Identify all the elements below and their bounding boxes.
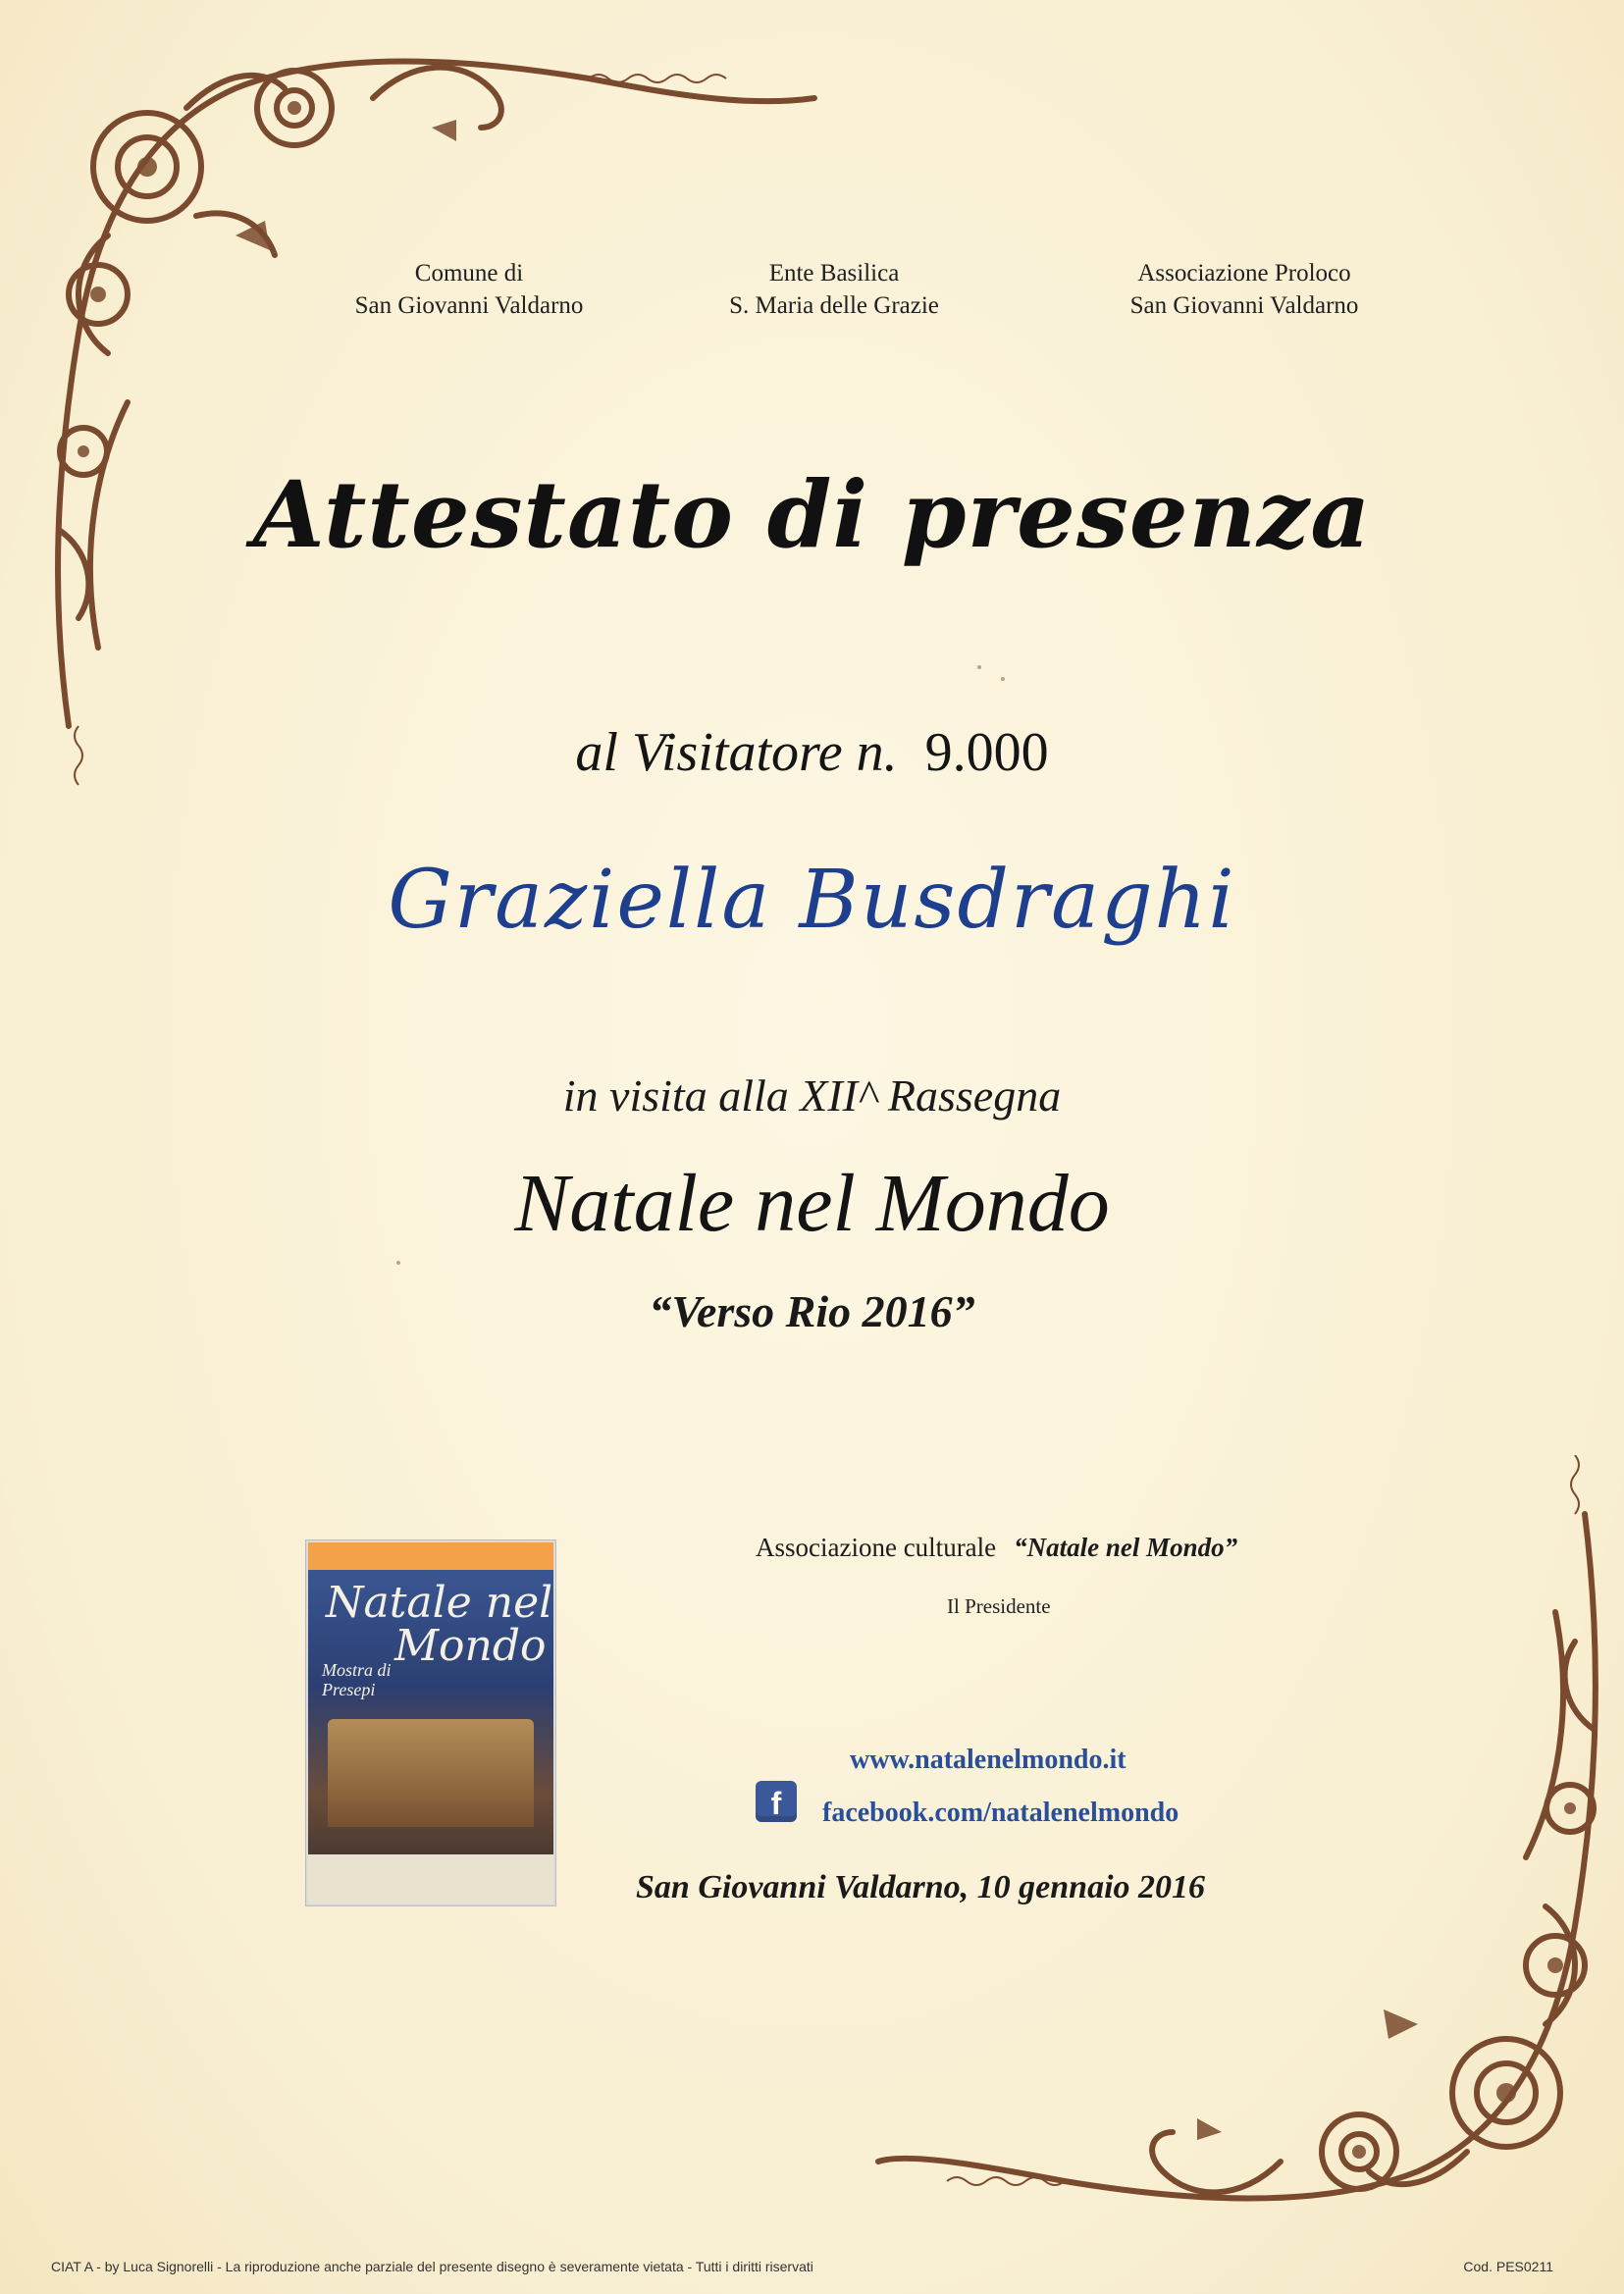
- association-name: “Natale nel Mondo”: [1014, 1533, 1238, 1562]
- event-subtitle: “Verso Rio 2016”: [649, 1286, 975, 1336]
- poster-subtitle: [322, 1660, 392, 1699]
- header-org-comune: [312, 257, 626, 322]
- org-line: S. Maria delle Grazie: [729, 292, 939, 319]
- poster-title-line: Mondo: [394, 1621, 547, 1671]
- certificate-title: Attestato di presenza: [252, 461, 1372, 569]
- visitor-line: [0, 721, 1624, 784]
- facebook-icon: f: [756, 1781, 797, 1822]
- header-org-basilica: [677, 257, 991, 322]
- place-and-date: San Giovanni Valdarno, 10 gennaio 2016: [636, 1869, 1206, 1905]
- website-link[interactable]: www.natalenelmondo.it: [850, 1745, 1126, 1775]
- org-line: San Giovanni Valdarno: [354, 292, 584, 319]
- facebook-link[interactable]: facebook.com/natalenelmondo: [822, 1798, 1179, 1828]
- poster-header-band: [308, 1542, 553, 1570]
- poster-title-line: Natale nel: [326, 1578, 553, 1628]
- association-line: [756, 1533, 1237, 1563]
- org-line: San Giovanni Valdarno: [1129, 292, 1359, 319]
- header-org-proloco: [1077, 257, 1411, 322]
- poster-footer-band: [308, 1854, 553, 1903]
- recipient-name: Graziella Busdraghi: [388, 854, 1236, 947]
- poster-church-illustration: [328, 1719, 534, 1827]
- visitor-number: 9.000: [924, 722, 1049, 783]
- ornament-top-left: [39, 39, 844, 795]
- org-line: Associazione Proloco: [1137, 260, 1351, 287]
- president-label: Il Presidente: [947, 1594, 1051, 1618]
- ornament-bottom-right: [868, 1455, 1614, 2220]
- visitor-label: al Visitatore n.: [575, 722, 898, 783]
- paper-speck: [1001, 677, 1005, 681]
- association-label: Associazione culturale: [756, 1533, 997, 1562]
- paper-speck: [977, 665, 981, 669]
- paper-speck: [396, 1261, 400, 1265]
- poster-subtitle-line: Mostra di: [322, 1660, 392, 1680]
- footer-code: Cod. PES0211: [1463, 2259, 1553, 2274]
- event-name: Natale nel Mondo: [514, 1158, 1110, 1249]
- footer-copyright: CIAT A - by Luca Signorelli - La riproduzione anche parziale del presente disegno è severamente vietata - Tutti i diritti riservati: [51, 2259, 813, 2274]
- org-line: Ente Basilica: [768, 260, 900, 287]
- visit-line: in visita alla XII^ Rassegna: [562, 1070, 1062, 1121]
- org-line: Comune di: [414, 260, 524, 287]
- event-poster-image: [306, 1540, 555, 1905]
- poster-subtitle-line: Presepi: [322, 1680, 376, 1699]
